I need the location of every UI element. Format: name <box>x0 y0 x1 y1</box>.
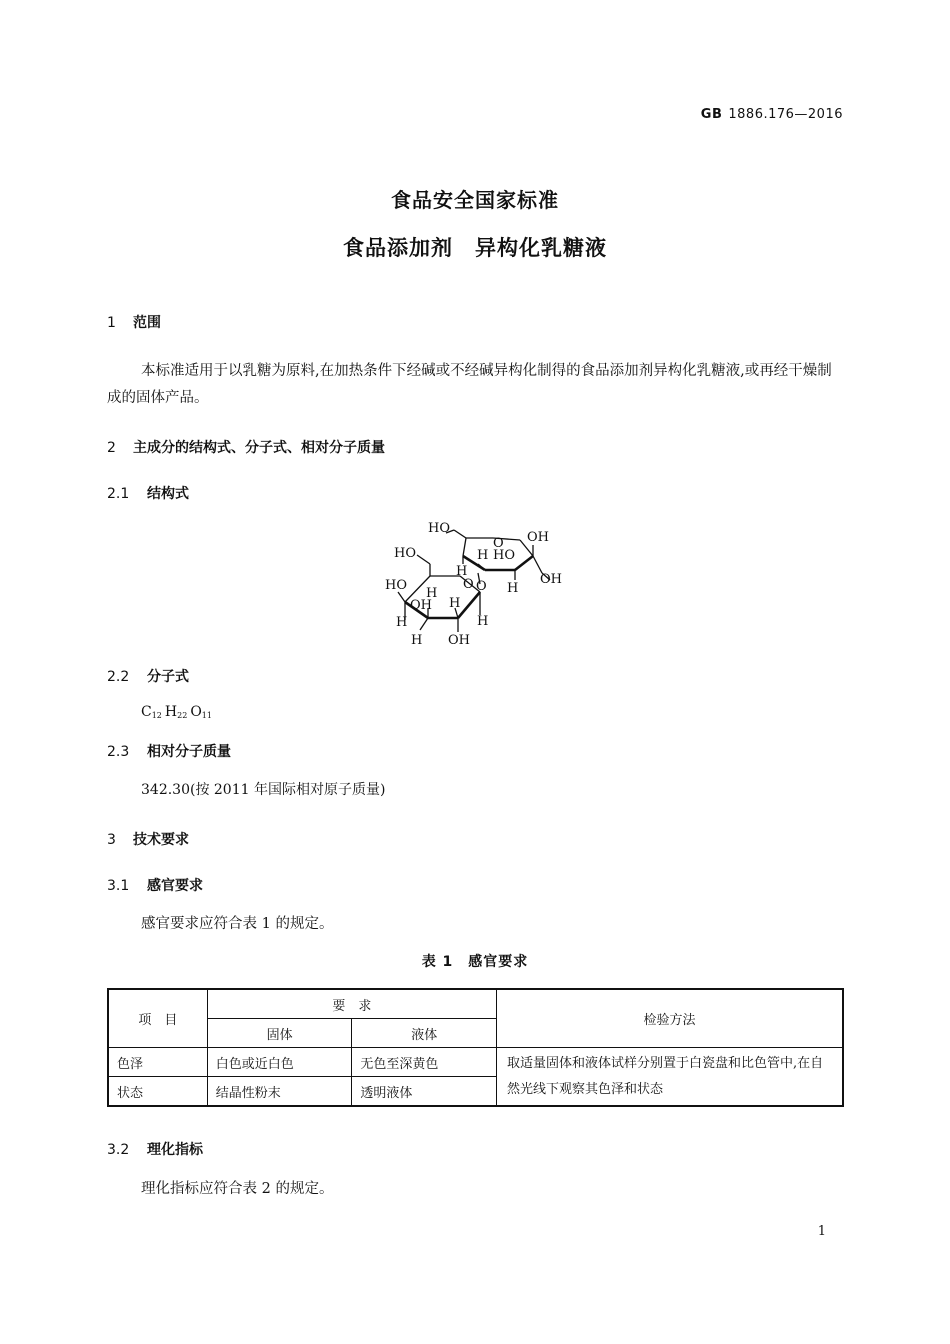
row-solid: 白色或近白色 <box>207 1048 352 1077</box>
label-ho: HO <box>493 548 515 563</box>
section-2-2-heading: 2.2 分子式 <box>107 669 189 685</box>
section-3-2-body: 理化指标应符合表 2 的规定。 <box>141 1181 334 1197</box>
label-ho: HO <box>394 546 416 561</box>
label-ho: HO <box>385 578 407 593</box>
label-oh: OH <box>448 633 470 648</box>
standard-number: 1886.176—2016 <box>728 107 843 122</box>
row-liquid: 无色至深黄色 <box>352 1048 497 1077</box>
row-liquid: 透明液体 <box>352 1077 497 1107</box>
label-ho: HO <box>428 521 450 536</box>
header-item: 项 目 <box>108 989 207 1048</box>
header-solid: 固体 <box>207 1019 352 1048</box>
section-3-1-body: 感官要求应符合表 1 的规定。 <box>141 916 334 932</box>
label-h: H <box>411 633 423 648</box>
label-oh: OH <box>527 530 549 545</box>
section-2-1-heading: 2.1 结构式 <box>107 486 189 502</box>
label-ring-oxygen: O <box>493 536 504 551</box>
page-number: 1 <box>817 1224 826 1239</box>
label-h: H <box>456 564 468 579</box>
molecular-formula: $C_{12}$ $H_{22}$ $O_{11}$ <box>141 704 212 720</box>
section-1-heading: 1 范围 <box>107 315 161 331</box>
section-2-3-heading: 2.3 相对分子质量 <box>107 744 231 760</box>
document-title: 食品安全国家标准 <box>391 188 559 212</box>
molecular-mass: 342.30(按 2011 年国际相对原子质量) <box>141 782 386 798</box>
standard-prefix: GB <box>700 107 723 122</box>
label-h: H <box>396 615 408 630</box>
label-h: H <box>449 596 461 611</box>
section-1-body: 本标准适用于以乳糖为原料,在加热条件下经碱或不经碱异构化制得的食品添加剂异构化乳糖液,或再经干燥制成的固体产品。 <box>107 363 832 406</box>
row-item: 状态 <box>108 1077 207 1107</box>
table-1-caption: 表 1 感官要求 <box>421 954 529 970</box>
section-3-2-heading: 3.2 理化指标 <box>107 1142 203 1158</box>
label-h: H <box>477 614 489 629</box>
label-h: H <box>477 548 489 563</box>
standard-code <box>701 107 843 122</box>
label-link-oxygen: O <box>476 579 487 594</box>
label-oh: OH <box>540 572 562 587</box>
section-2-heading: 2 主成分的结构式、分子式、相对分子质量 <box>107 440 385 456</box>
document-subtitle: 食品添加剂 异构化乳糖液 <box>343 236 607 260</box>
label-ring-oxygen: O <box>463 577 474 592</box>
row-item: 色泽 <box>108 1048 207 1077</box>
label-h: H <box>507 581 519 596</box>
section-3-1-heading: 3.1 感官要求 <box>107 878 203 894</box>
header-method: 检验方法 <box>497 989 843 1048</box>
label-h: H <box>426 586 438 601</box>
row-solid: 结晶性粉末 <box>207 1077 352 1107</box>
label-oh: OH <box>410 598 432 613</box>
header-liquid: 液体 <box>352 1019 497 1048</box>
section-3-heading: 3 技术要求 <box>107 832 189 848</box>
table-row <box>108 1048 843 1077</box>
sensory-requirements-table <box>107 988 844 1107</box>
header-requirements: 要 求 <box>207 989 496 1019</box>
method-text: 取适量固体和液体试样分别置于白瓷盘和比色管中,在自然光线下观察其色泽和状态 <box>497 1048 843 1107</box>
structural-formula <box>370 512 590 654</box>
